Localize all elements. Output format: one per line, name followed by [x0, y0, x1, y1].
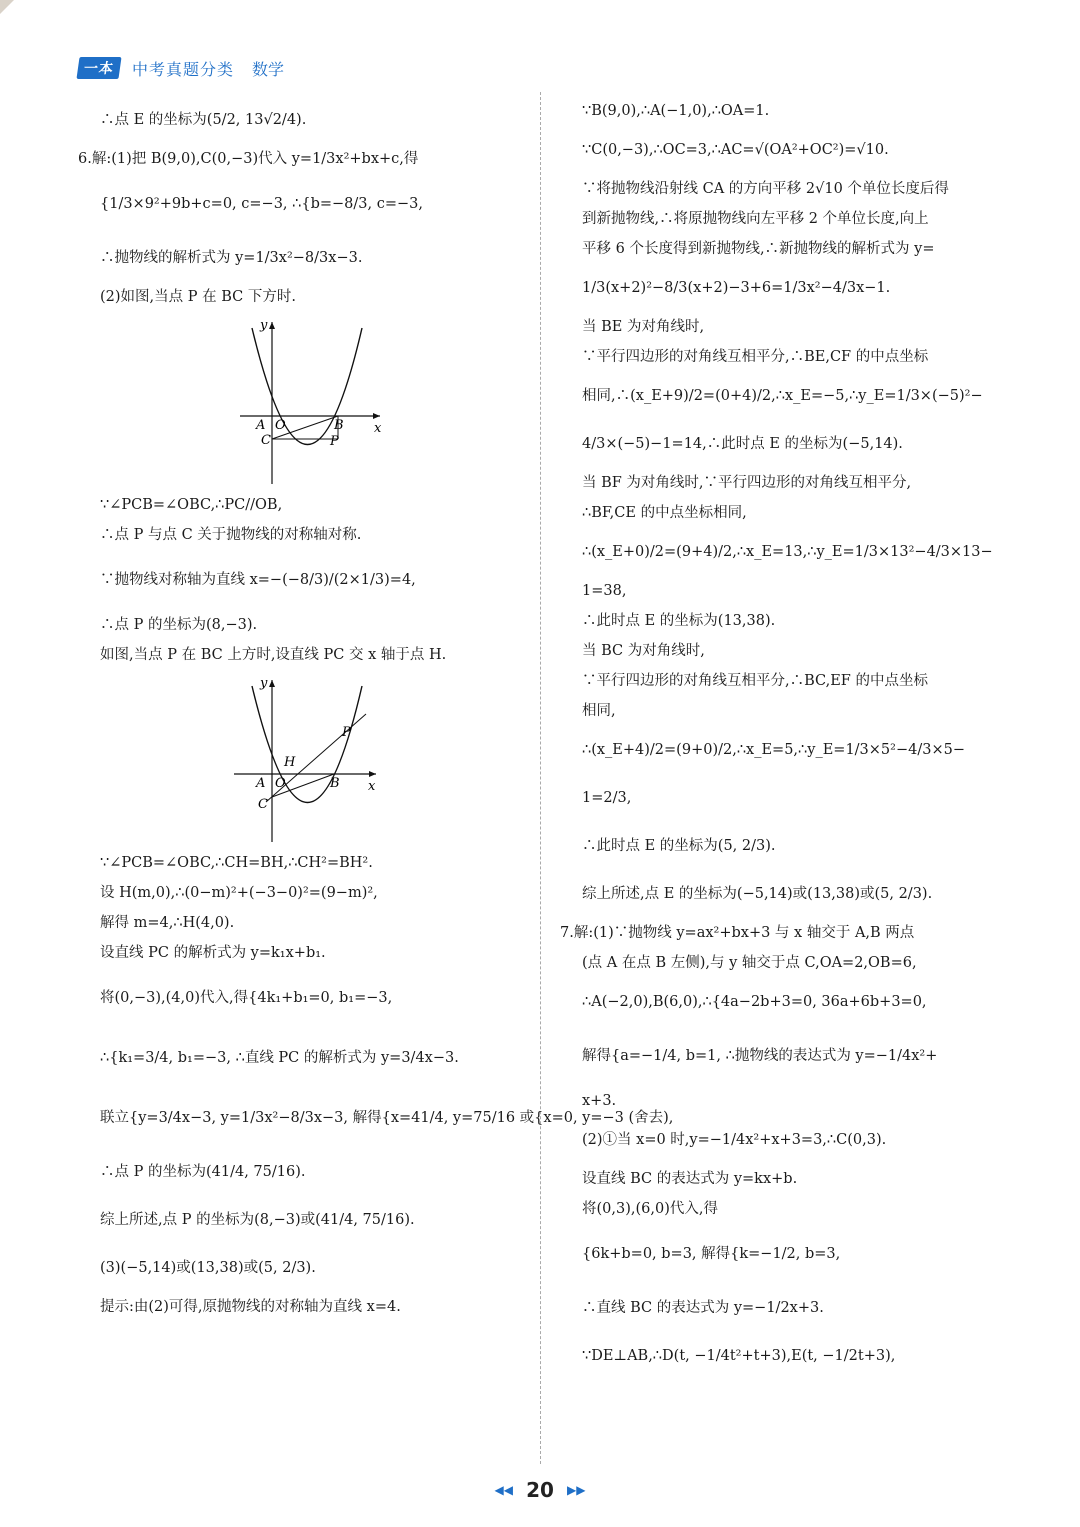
- text-line: 设直线 PC 的解析式为 y=k₁x+b₁.: [100, 945, 326, 961]
- axis-label-x: x: [368, 779, 376, 794]
- point-label-o: O: [275, 776, 286, 791]
- text-line: 1=38,: [582, 583, 627, 599]
- text-line: 联立{y=3/4x−3, y=1/3x²−8/3x−3, 解得{x=41/4, y=75/16 或{x=0, y=−3 (舍去),: [100, 1110, 674, 1126]
- text-line: ∴点 P 的坐标为(8,−3).: [100, 617, 258, 633]
- text-line: ∴点 P 与点 C 关于抛物线的对称轴对称.: [100, 527, 362, 543]
- point-label-c: C: [261, 433, 271, 448]
- text-line: 综上所述,点 E 的坐标为(−5,14)或(13,38)或(5, 2/3).: [582, 886, 933, 902]
- point-label-h: H: [284, 755, 296, 770]
- graph-figure-2: [100, 674, 520, 844]
- right-column: [560, 96, 1002, 1380]
- text-line: 当 BE 为对角线时,: [582, 319, 705, 335]
- text-line: 如图,当点 P 在 BC 上方时,设直线 PC 交 x 轴于点 H.: [100, 647, 447, 663]
- axis-label-y: y: [260, 318, 268, 333]
- text-line: ∴{k₁=3/4, b₁=−3, ∴直线 PC 的解析式为 y=3/4x−3.: [100, 1050, 459, 1066]
- point-label-a: A: [256, 776, 266, 791]
- text-line: ∵∠PCB=∠OBC,∴CH=BH,∴CH²=BH².: [100, 855, 373, 871]
- page-footer: [0, 1478, 1080, 1502]
- text-line: ∴此时点 E 的坐标为(5, 2/3).: [582, 838, 776, 854]
- text-line: ∴A(−2,0),B(6,0),∴{4a−2b+3=0, 36a+6b+3=0,: [582, 994, 927, 1010]
- text-line: ∵C(0,−3),∴OC=3,∴AC=√(OA²+OC²)=√10.: [582, 142, 889, 158]
- text-line: ∵抛物线对称轴为直线 x=−(−8/3)/(2×1/3)=4,: [100, 572, 416, 588]
- text-line: 相同,: [582, 703, 616, 719]
- text-line: 7.解:(1)∵抛物线 y=ax²+bx+3 与 x 轴交于 A,B 两点: [560, 925, 915, 941]
- text-line: 1/3(x+2)²−8/3(x+2)−3+6=1/3x²−4/3x−1.: [582, 280, 891, 296]
- text-line: 综上所述,点 P 的坐标为(8,−3)或(41/4, 75/16).: [100, 1212, 415, 1228]
- parabola-graph-above: [230, 674, 390, 844]
- text-line: (2)如图,当点 P 在 BC 下方时.: [100, 289, 296, 305]
- text-line: {1/3×9²+9b+c=0, c=−3, ∴{b=−8/3, c=−3,: [100, 196, 423, 212]
- brand-logo: 一本: [76, 57, 121, 79]
- text-line: 提示:由(2)可得,原抛物线的对称轴为直线 x=4.: [100, 1299, 401, 1315]
- page-number: 20: [526, 1478, 554, 1502]
- text-line: 设直线 BC 的表达式为 y=kx+b.: [582, 1171, 798, 1187]
- text-line: 1=2/3,: [582, 790, 632, 806]
- text-line: (2)①当 x=0 时,y=−1/4x²+x+3=3,∴C(0,3).: [582, 1132, 887, 1148]
- text-line: ∴抛物线的解析式为 y=1/3x²−8/3x−3.: [100, 250, 363, 266]
- series-title: 中考真题分类: [132, 59, 235, 79]
- text-line: 4/3×(−5)−1=14,∴此时点 E 的坐标为(−5,14).: [582, 436, 903, 452]
- text-line: 6.解:(1)把 B(9,0),C(0,−3)代入 y=1/3x²+bx+c,得: [78, 151, 419, 167]
- text-line: ∴(x_E+4)/2=(9+0)/2,∴x_E=5,∴y_E=1/3×5²−4/3×5−: [582, 742, 965, 758]
- point-label-c: C: [258, 797, 268, 812]
- text-line: ∴点 P 的坐标为(41/4, 75/16).: [100, 1164, 306, 1180]
- text-line: ∵DE⊥AB,∴D(t, −1/4t²+t+3),E(t, −1/2t+3),: [582, 1348, 896, 1364]
- text-line: 解得{a=−1/4, b=1, ∴抛物线的表达式为 y=−1/4x²+: [582, 1048, 938, 1064]
- text-line: ∵∠PCB=∠OBC,∴PC//OB,: [100, 497, 283, 513]
- parabola-graph-below: [230, 316, 390, 486]
- column-divider: [540, 92, 541, 1464]
- text-line: {6k+b=0, b=3, 解得{k=−1/2, b=3,: [582, 1246, 841, 1262]
- point-label-a: A: [256, 418, 266, 433]
- axis-label-x: x: [374, 421, 382, 436]
- text-line: ∵将抛物线沿射线 CA 的方向平移 2√10 个单位长度后得: [582, 181, 949, 197]
- text-line: 当 BC 为对角线时,: [582, 643, 705, 659]
- text-line: (3)(−5,14)或(13,38)或(5, 2/3).: [100, 1260, 316, 1276]
- text-line: 解得 m=4,∴H(4,0).: [100, 915, 235, 931]
- point-label-b: B: [334, 418, 344, 433]
- graph-figure-1: [100, 316, 520, 486]
- text-line: ∵B(9,0),∴A(−1,0),∴OA=1.: [582, 103, 770, 119]
- point-label-o: O: [275, 418, 286, 433]
- subject-title: 数学: [252, 59, 285, 79]
- next-page-arrow-icon[interactable]: ▶▶: [567, 1483, 586, 1497]
- prev-page-arrow-icon[interactable]: ◀◀: [494, 1483, 513, 1497]
- point-label-b: B: [330, 776, 340, 791]
- text-line: 平移 6 个长度得到新抛物线,∴新抛物线的解析式为 y=: [582, 241, 935, 257]
- text-line: ∵平行四边形的对角线互相平分,∴BC,EF 的中点坐标: [582, 673, 928, 689]
- text-line: 到新抛物线,∴将原抛物线向左平移 2 个单位长度,向上: [582, 211, 929, 227]
- text-line: 当 BF 为对角线时,∵平行四边形的对角线互相平分,: [582, 475, 912, 491]
- point-label-p: P: [330, 434, 339, 449]
- text-line: ∴(x_E+0)/2=(9+4)/2,∴x_E=13,∴y_E=1/3×13²−4/3×13−: [582, 544, 993, 560]
- text-line: ∴此时点 E 的坐标为(13,38).: [582, 613, 776, 629]
- point-label-p: P: [342, 725, 351, 740]
- text-line: 将(0,−3),(4,0)代入,得{4k₁+b₁=0, b₁=−3,: [100, 990, 393, 1006]
- axis-label-y: y: [260, 676, 268, 691]
- page-header: [78, 56, 284, 80]
- text-line: ∴直线 BC 的表达式为 y=−1/2x+3.: [582, 1300, 824, 1316]
- text-line: ∴点 E 的坐标为(5/2, 13√2/4).: [100, 112, 307, 128]
- text-line: (点 A 在点 B 左侧),与 y 轴交于点 C,OA=2,OB=6,: [582, 955, 917, 971]
- text-line: x+3.: [582, 1093, 617, 1109]
- text-line: 相同,∴(x_E+9)/2=(0+4)/2,∴x_E=−5,∴y_E=1/3×(−5)²−: [582, 388, 983, 404]
- text-line: ∵平行四边形的对角线互相平分,∴BE,CF 的中点坐标: [582, 349, 929, 365]
- text-line: ∴BF,CE 的中点坐标相同,: [582, 505, 747, 521]
- text-line: 将(0,3),(6,0)代入,得: [582, 1201, 718, 1217]
- text-line: 设 H(m,0),∴(0−m)²+(−3−0)²=(9−m)²,: [100, 885, 378, 901]
- page-corner-mark: [0, 0, 14, 14]
